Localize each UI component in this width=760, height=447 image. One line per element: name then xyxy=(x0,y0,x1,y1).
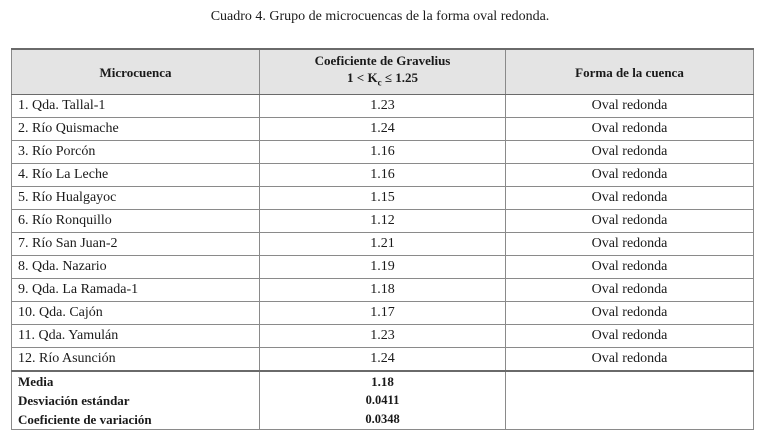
forma-cell: Oval redonda xyxy=(506,302,754,325)
microcuenca-cell: 1. Qda. Tallal-1 xyxy=(12,95,260,118)
coeficiente-cell: 1.18 xyxy=(260,279,506,302)
table-row xyxy=(12,164,754,187)
microcuenca-cell: 6. Río Ronquillo xyxy=(12,210,260,233)
table-row xyxy=(12,325,754,348)
desviacion-label: Desviación estándar xyxy=(18,393,130,408)
stats-empty-cell xyxy=(506,371,754,430)
microcuenca-cell: 7. Río San Juan-2 xyxy=(12,233,260,256)
table-row xyxy=(12,141,754,164)
cv-label: Coeficiente de variación xyxy=(18,412,152,427)
coeficiente-cell: 1.24 xyxy=(260,118,506,141)
coeficiente-cell: 1.21 xyxy=(260,233,506,256)
forma-cell: Oval redonda xyxy=(506,164,754,187)
microcuenca-cell: 3. Río Porcón xyxy=(12,141,260,164)
microcuenca-cell: 10. Qda. Cajón xyxy=(12,302,260,325)
table-row xyxy=(12,233,754,256)
coeficiente-cell: 1.16 xyxy=(260,164,506,187)
table-row xyxy=(12,95,754,118)
table-row xyxy=(12,210,754,233)
header-forma-cuenca: Forma de la cuenca xyxy=(506,49,754,95)
coeficiente-cell: 1.15 xyxy=(260,187,506,210)
condition-subscript: c xyxy=(377,77,382,88)
microcuenca-cell: 4. Río La Leche xyxy=(12,164,260,187)
forma-cell: Oval redonda xyxy=(506,210,754,233)
stats-labels-cell xyxy=(12,371,260,430)
table-row xyxy=(12,256,754,279)
microcuenca-cell: 12. Río Asunción xyxy=(12,348,260,372)
forma-cell: Oval redonda xyxy=(506,325,754,348)
forma-cell: Oval redonda xyxy=(506,187,754,210)
forma-cell: Oval redonda xyxy=(506,95,754,118)
media-value: 1.18 xyxy=(371,374,394,389)
microcuenca-cell: 9. Qda. La Ramada-1 xyxy=(12,279,260,302)
microcuenca-cell: 2. Río Quismache xyxy=(12,118,260,141)
table-row xyxy=(12,187,754,210)
condition-right: ≤ 1.25 xyxy=(381,70,418,86)
microcuenca-cell: 8. Qda. Nazario xyxy=(12,256,260,279)
table-row xyxy=(12,279,754,302)
microcuenca-cell: 11. Qda. Yamulán xyxy=(12,325,260,348)
coeficiente-cell: 1.23 xyxy=(260,95,506,118)
table-row xyxy=(12,348,754,372)
microcuencas-table xyxy=(11,48,754,430)
condition-left: 1 < K xyxy=(347,70,378,86)
table-caption: Cuadro 4. Grupo de microcuencas de la forma oval redonda. xyxy=(210,9,550,24)
coeficiente-cell: 1.19 xyxy=(260,256,506,279)
media-label: Media xyxy=(18,374,54,389)
forma-cell: Oval redonda xyxy=(506,141,754,164)
microcuenca-cell: 5. Río Hualgayoc xyxy=(12,187,260,210)
forma-cell: Oval redonda xyxy=(506,348,754,372)
forma-cell: Oval redonda xyxy=(506,118,754,141)
stats-row xyxy=(12,371,754,430)
table-row xyxy=(12,118,754,141)
header-coeficiente-condition xyxy=(260,69,505,92)
table-header-row xyxy=(12,49,754,95)
forma-cell: Oval redonda xyxy=(506,233,754,256)
header-coeficiente-gravelius xyxy=(260,49,506,95)
header-microcuenca: Microcuenca xyxy=(12,49,260,95)
coeficiente-cell: 1.16 xyxy=(260,141,506,164)
stats-values-cell xyxy=(260,371,506,430)
forma-cell: Oval redonda xyxy=(506,256,754,279)
coeficiente-cell: 1.17 xyxy=(260,302,506,325)
coeficiente-cell: 1.12 xyxy=(260,210,506,233)
forma-cell: Oval redonda xyxy=(506,279,754,302)
table-body xyxy=(12,95,754,372)
coeficiente-cell: 1.23 xyxy=(260,325,506,348)
desviacion-value: 0.0411 xyxy=(365,393,400,407)
cv-value: 0.0348 xyxy=(365,412,400,426)
coeficiente-cell: 1.24 xyxy=(260,348,506,372)
table-row xyxy=(12,302,754,325)
header-coeficiente-title: Coeficiente de Gravelius xyxy=(314,53,451,69)
